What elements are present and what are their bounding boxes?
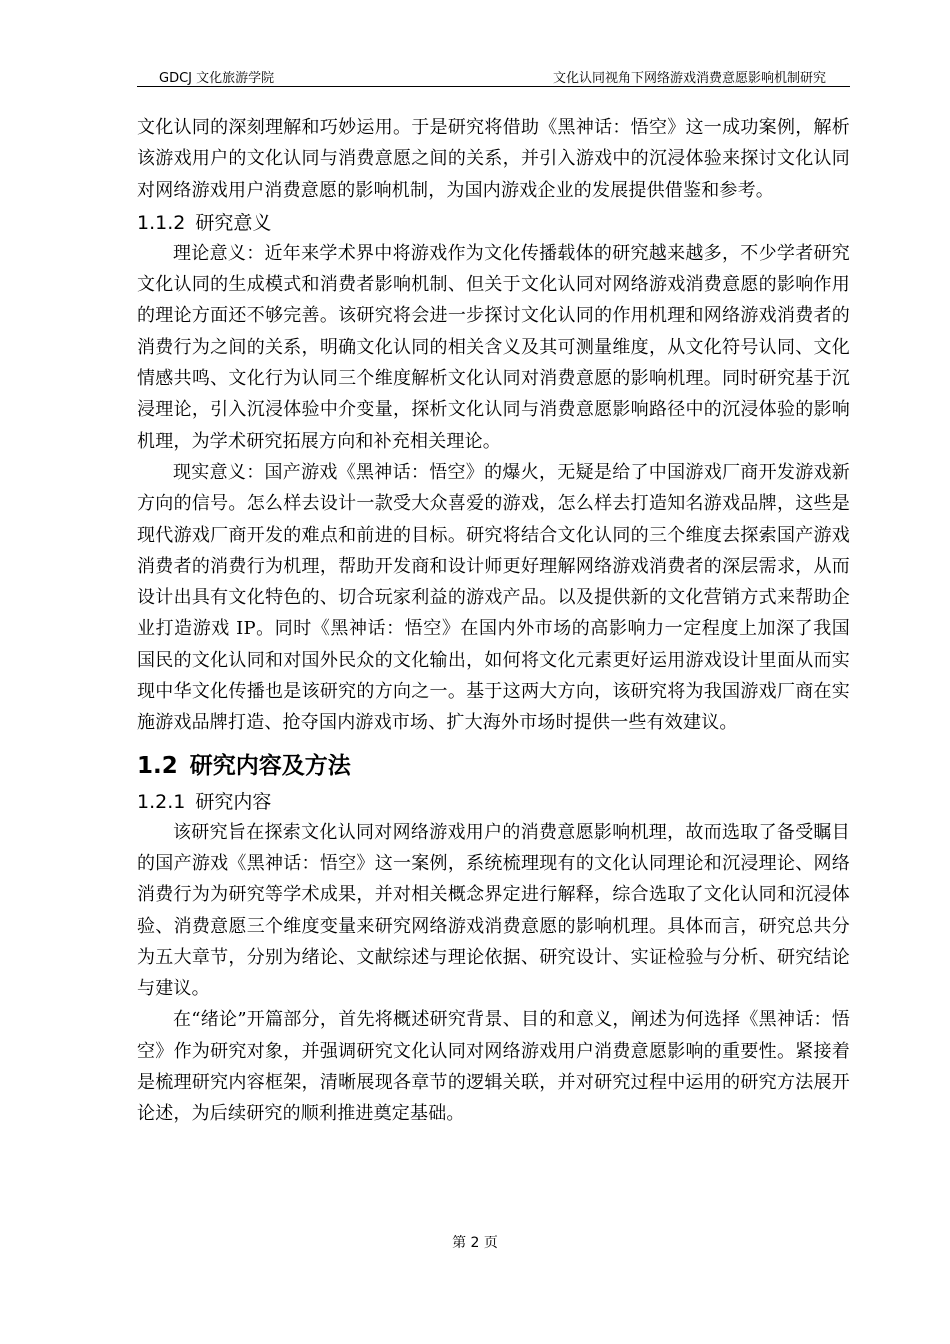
heading-1-2-1	[137, 789, 850, 815]
paragraph-practice: 现实意义：国产游戏《黑神话：悟空》的爆火，无疑是给了中国游戏厂商开发游戏新方向的信号。怎么样去设计一款受大众喜爱的游戏，怎么样去打造知名游戏品牌，这些是现代游戏厂商开发的难点和前进的目标。研究将结合文化认同的三个维度去探索国产游戏消费者的消费行为机理，帮助开发商和设计师更好理解网络游戏消费者的深层需求，从而设计出具有文化特色的、切合玩家利益的游戏产品。以及提供新的文化营销方式来帮助企业打造游戏 IP。同时《黑神话：悟空》在国内外市场的高影响力一定程度上加深了我国国民的文化认同和对国外民众的文化输出，如何将文化元素更好运用游戏设计里面从而实现中华文化传播也是该研究的方向之一。基于这两大方向，该研究将为我国游戏厂商在实施游戏品牌打造、抢夺国内游戏市场、扩大海外市场时提供一些有效建议。	[137, 461, 850, 734]
heading-1-1-2	[137, 210, 850, 236]
heading-text: 研究内容	[195, 790, 272, 813]
heading-number: 1.2.1	[137, 790, 186, 813]
heading-text: 研究内容及方法	[189, 752, 351, 779]
heading-number: 1.2	[137, 752, 178, 779]
page-body	[137, 112, 850, 1130]
header-thesis-title: 文化认同视角下网络游戏消费意愿影响机制研究	[552, 71, 826, 86]
paragraph-content-1: 该研究旨在探索文化认同对网络游戏用户的消费意愿影响机理，故而选取了备受瞩目的国产游戏《黑神话：悟空》这一案例，系统梳理现有的文化认同理论和沉浸理论、网络消费行为为研究等学术成果，并对相关概念界定进行解释，综合选取了文化认同和沉浸体验、消费意愿三个维度变量来研究网络游戏消费意愿的影响机理。具体而言，研究总共分为五大章节，分别为绪论、文献综述与理论依据、研究设计、实证检验与分析、研究结论与建议。	[137, 821, 850, 1000]
heading-number: 1.1.2	[137, 211, 186, 234]
header-institution: GDCJ 文化旅游学院	[159, 71, 275, 86]
paragraph-theory: 理论意义：近年来学术界中将游戏作为文化传播载体的研究越来越多，不少学者研究文化认同的生成模式和消费者影响机制、但关于文化认同对网络游戏消费意愿的影响作用的理论方面还不够完善。该研究将会进一步探讨文化认同的作用机理和网络游戏消费者的消费行为之间的关系，明确文化认同的相关含义及其可测量维度，从文化符号认同、文化情感共鸣、文化行为认同三个维度解析文化认同对消费意愿的影响机理。同时研究基于沉浸理论，引入沉浸体验中介变量，探析文化认同与消费意愿影响路径中的沉浸体验的影响机理，为学术研究拓展方向和补充相关理论。	[137, 242, 850, 452]
page-header	[137, 64, 850, 87]
heading-text: 研究意义	[195, 211, 272, 234]
page-number: 第 2 页	[452, 1235, 498, 1251]
heading-1-2	[137, 751, 850, 781]
paragraph-content-2: 在“绪论”开篇部分，首先将概述研究背景、目的和意义，阐述为何选择《黑神话：悟空》作为研究对象，并强调研究文化认同对网络游戏用户消费意愿影响的重要性。紧接着是梳理研究内容框架，清晰展现各章节的逻辑关联，并对研究过程中运用的研究方法展开论述，为后续研究的顺利推进奠定基础。	[137, 1009, 850, 1125]
paragraph-intro-tail: 文化认同的深刻理解和巧妙运用。于是研究将借助《黑神话：悟空》这一成功案例，解析该游戏用户的文化认同与消费意愿之间的关系，并引入游戏中的沉浸体验来探讨文化认同对网络游戏用户消费意愿的影响机制，为国内游戏企业的发展提供借鉴和参考。	[137, 117, 850, 201]
